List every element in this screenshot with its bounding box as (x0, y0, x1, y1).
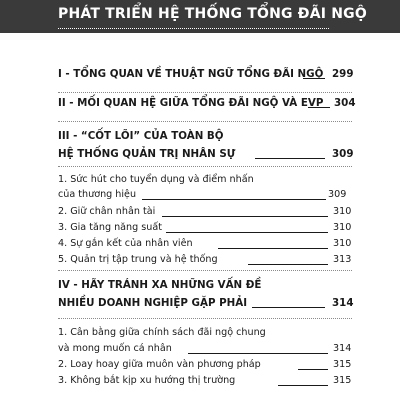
toc-subitem-3-1-leader (142, 199, 326, 200)
toc-subitem-3-3-leader (166, 232, 328, 233)
section-divider (58, 92, 352, 93)
toc-section-3-page: 309 (332, 148, 354, 160)
toc-subitem-3-1-line2: của thương hiệu (58, 189, 137, 200)
toc-section-3-leader (255, 158, 325, 159)
toc-subitem-4-1-leader (188, 353, 328, 354)
toc-subitem-3-3-label: 3. Gia tăng năng suất (58, 222, 162, 233)
toc-subitem-4-3-label: 3. Không bắt kịp xu hướng thị trường (58, 375, 236, 386)
toc-subitem-3-5-label: 5. Quản trị tập trung và hệ thống (58, 254, 218, 265)
toc-section-2-leader (308, 107, 330, 108)
toc-subitem-4-1-line2: và mong muốn cá nhân (58, 343, 172, 354)
toc-subitem-3-1-line1: 1. Sức hút cho tuyển dụng và điểm nhấn (58, 174, 254, 185)
toc-section-1-leader (303, 78, 325, 79)
toc-section-4-page: 314 (332, 297, 354, 309)
toc-subitem-3-1-page: 309 (328, 189, 347, 200)
chapter-header (0, 0, 400, 33)
toc-section-2-page: 304 (334, 97, 356, 109)
chapter-title: PHÁT TRIỂN HỆ THỐNG TỔNG ĐÃI NGỘ (58, 6, 367, 22)
toc-subitem-3-2-leader (162, 216, 328, 217)
toc-subitem-4-3-leader (278, 385, 328, 386)
toc-subitem-3-4-page: 310 (333, 238, 352, 249)
toc-subitem-3-5-page: 313 (333, 254, 352, 265)
toc-section-4-title-line2: NHIỀU DOANH NGHIỆP GẶP PHẢI (58, 297, 248, 309)
toc-subitem-3-4-leader (218, 248, 328, 249)
toc-subitem-3-3-page: 310 (333, 222, 352, 233)
toc-subitem-4-2-page: 315 (333, 359, 352, 370)
header-dotted-rule (58, 28, 329, 29)
toc-subitem-4-2-leader (298, 369, 328, 370)
toc-subitem-3-4-label: 4. Sự gắn kết của nhân viên (58, 238, 193, 249)
toc-section-2-title: II - MỐI QUAN HỆ GIỮA TỔNG ĐÃI NGỘ VÀ EVP (58, 97, 324, 109)
toc-section-4-title-line1: IV - HÃY TRÁNH XA NHỮNG VẤN ĐỀ (58, 279, 262, 291)
section-divider (58, 166, 352, 167)
toc-section-4-leader (252, 307, 325, 308)
section-divider (58, 121, 352, 122)
toc-subitem-4-1-page: 314 (333, 343, 352, 354)
toc-subitem-3-5-leader (248, 264, 328, 265)
toc-subitem-4-2-label: 2. Loay hoay giữa muôn vàn phương pháp (58, 359, 261, 370)
toc-subitem-4-1-line1: 1. Cân bằng giữa chính sách đãi ngộ chung (58, 327, 266, 338)
toc-section-3-title-line2: HỆ THỐNG QUẢN TRỊ NHÂN SỰ (58, 148, 236, 160)
toc-subitem-3-2-page: 310 (333, 206, 352, 217)
section-divider (58, 318, 352, 319)
toc-subitem-3-2-label: 2. Giữ chân nhân tài (58, 206, 156, 217)
section-divider (58, 270, 352, 271)
toc-section-3-title-line1: III - “CỐT LÕI” CỦA TOÀN BỘ (58, 130, 224, 142)
toc-subitem-4-3-page: 315 (333, 375, 352, 386)
toc-section-1-title: I - TỔNG QUAN VỀ THUẬT NGỮ TỔNG ĐÃI NGỘ (58, 68, 324, 80)
toc-section-1-page: 299 (332, 68, 354, 80)
